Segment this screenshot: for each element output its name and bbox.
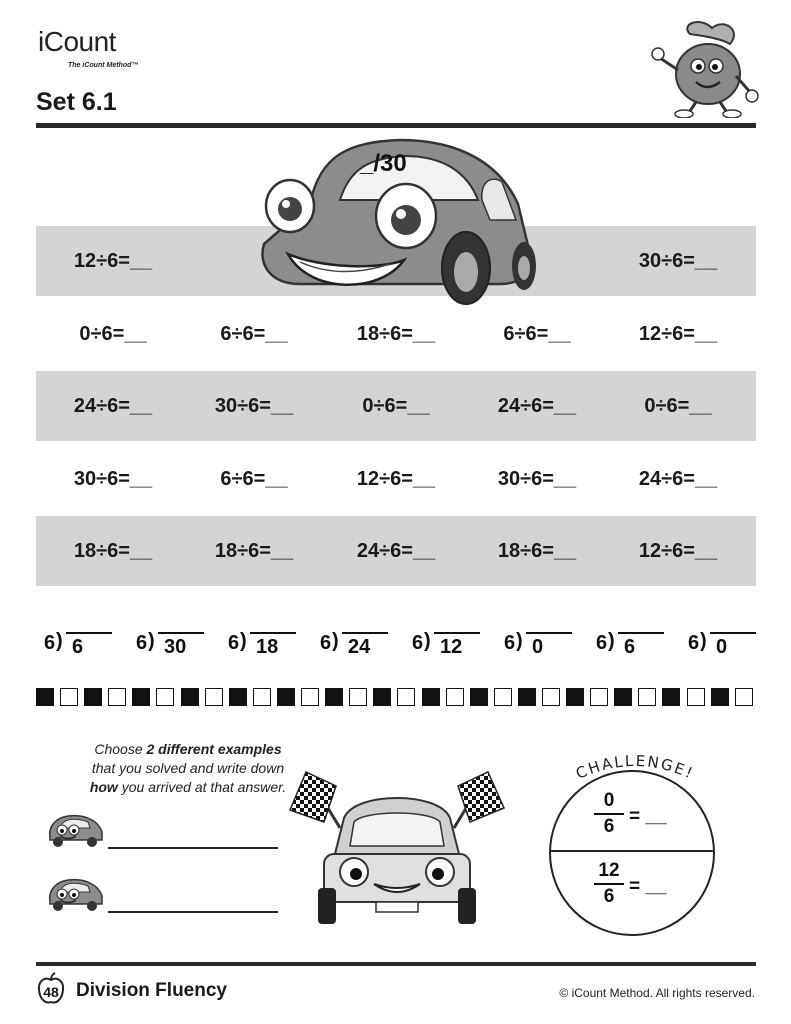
dividend: 24 <box>342 632 388 660</box>
long-division-problem <box>136 630 206 660</box>
division-problem: 24÷6=__ <box>497 395 577 417</box>
division-bracket-icon: ) <box>516 630 523 652</box>
copyright-text: © iCount Method. All rights reserved. <box>559 986 755 1000</box>
filled-square <box>470 688 488 706</box>
division-bracket-icon: ) <box>700 630 707 652</box>
empty-square <box>687 688 705 706</box>
division-problem: 12÷6=__ <box>356 468 436 490</box>
division-bracket-icon: ) <box>240 630 247 652</box>
challenge-answer: = __ <box>629 806 667 827</box>
filled-square <box>711 688 729 706</box>
filled-square <box>566 688 584 706</box>
division-bracket-icon: ) <box>424 630 431 652</box>
drill-row <box>36 371 756 441</box>
filled-square <box>132 688 150 706</box>
long-division-problem <box>504 630 574 660</box>
instr-bold: 2 different examples <box>146 741 282 757</box>
logo-tagline: The iCount Method™ <box>68 62 139 69</box>
division-problem: 30÷6=__ <box>638 250 718 272</box>
drill-row <box>36 516 756 586</box>
instr-text: Choose <box>94 741 147 757</box>
challenge-fraction <box>592 860 626 908</box>
division-problem: 6÷6=__ <box>503 323 571 345</box>
divisor: 6 <box>320 632 332 654</box>
empty-square <box>60 688 78 706</box>
fraction-numerator: 0 <box>603 790 615 811</box>
empty-square <box>446 688 464 706</box>
dividend: 0 <box>526 632 572 660</box>
dividend: 6 <box>66 632 112 660</box>
long-division-problem <box>228 630 298 660</box>
division-problem: 30÷6=__ <box>214 395 294 417</box>
set-title: Set 6.1 <box>36 88 117 116</box>
empty-square <box>542 688 560 706</box>
empty-square <box>349 688 367 706</box>
division-problem: 24÷6=__ <box>73 395 153 417</box>
division-problem: 12÷6=__ <box>638 540 718 562</box>
mini-car-icon <box>44 808 106 848</box>
score-box: _/30 <box>360 150 407 177</box>
long-division-problem <box>688 630 758 660</box>
divisor: 6 <box>504 632 516 654</box>
division-problem: 30÷6=__ <box>497 468 577 490</box>
division-problem: 6÷6=__ <box>220 468 288 490</box>
division-problem: 6÷6=__ <box>220 323 288 345</box>
division-problem: 18÷6=__ <box>214 540 294 562</box>
empty-square <box>301 688 319 706</box>
challenge-fraction <box>592 790 626 838</box>
divisor: 6 <box>688 632 700 654</box>
filled-square <box>614 688 632 706</box>
page-number: 48 <box>43 984 59 1000</box>
long-division-problem <box>596 630 666 660</box>
answer-line[interactable] <box>108 911 278 913</box>
division-bracket-icon: ) <box>148 630 155 652</box>
long-division-problem <box>412 630 482 660</box>
empty-square <box>397 688 415 706</box>
challenge-label: CHALLENGE! <box>573 752 697 783</box>
challenge-divider <box>551 850 713 852</box>
filled-square <box>373 688 391 706</box>
division-problem: 0÷6=__ <box>644 395 712 417</box>
division-problem: 30÷6=__ <box>73 468 153 490</box>
challenge-answer: = __ <box>629 876 667 897</box>
icount-logo <box>38 26 148 74</box>
long-division-problem <box>320 630 390 660</box>
division-problem: 0÷6=__ <box>79 323 147 345</box>
division-problem: 18÷6=__ <box>73 540 153 562</box>
divisor: 6 <box>412 632 424 654</box>
division-problem: 12÷6=__ <box>638 323 718 345</box>
dividend: 6 <box>618 632 664 660</box>
instr-text: you arrived at that answer. <box>117 779 287 795</box>
division-problem: 12÷6=__ <box>73 250 153 272</box>
filled-square <box>229 688 247 706</box>
dividend: 12 <box>434 632 480 660</box>
divisor: 6 <box>136 632 148 654</box>
divisor: 6 <box>596 632 608 654</box>
filled-square <box>36 688 54 706</box>
filled-square <box>518 688 536 706</box>
empty-square <box>108 688 126 706</box>
logo-text: iCount <box>38 26 116 57</box>
filled-square <box>84 688 102 706</box>
long-division-problem <box>44 630 114 660</box>
filled-square <box>662 688 680 706</box>
filled-square <box>277 688 295 706</box>
footer-divider <box>36 962 756 966</box>
fraction-bar <box>594 813 624 815</box>
division-problem: 18÷6=__ <box>356 323 436 345</box>
apple-mascot-icon <box>650 14 760 118</box>
filled-square <box>325 688 343 706</box>
challenge-circle <box>549 770 715 936</box>
division-bracket-icon: ) <box>56 630 63 652</box>
empty-square <box>205 688 223 706</box>
filled-square <box>181 688 199 706</box>
instr-bold: how <box>89 779 118 795</box>
empty-square <box>253 688 271 706</box>
dividend: 18 <box>250 632 296 660</box>
empty-square <box>156 688 174 706</box>
division-bracket-icon: ) <box>332 630 339 652</box>
checker-squares-divider <box>36 688 756 706</box>
division-bracket-icon: ) <box>608 630 615 652</box>
footer-title: Division Fluency <box>76 980 227 1001</box>
empty-square <box>638 688 656 706</box>
divisor: 6 <box>44 632 56 654</box>
header-divider <box>36 123 756 128</box>
division-problem: 0÷6=__ <box>362 395 430 417</box>
mini-car-icon <box>44 872 106 912</box>
empty-square <box>735 688 753 706</box>
answer-line[interactable] <box>108 847 278 849</box>
fraction-bar <box>594 883 624 885</box>
fraction-denominator: 6 <box>603 886 615 907</box>
race-car-flags-illustration-icon <box>284 768 510 928</box>
division-problem: 18÷6=__ <box>497 540 577 562</box>
division-problem: 24÷6=__ <box>638 468 718 490</box>
divisor: 6 <box>228 632 240 654</box>
empty-square <box>494 688 512 706</box>
dividend: 30 <box>158 632 204 660</box>
dividend: 0 <box>710 632 756 660</box>
instr-text: that you solved and write down <box>91 760 285 776</box>
drill-row <box>36 444 756 514</box>
division-problem: 24÷6=__ <box>356 540 436 562</box>
reflection-instructions <box>70 740 306 797</box>
empty-square <box>590 688 608 706</box>
fraction-denominator: 6 <box>603 816 615 837</box>
filled-square <box>422 688 440 706</box>
fraction-numerator: 12 <box>598 860 620 881</box>
